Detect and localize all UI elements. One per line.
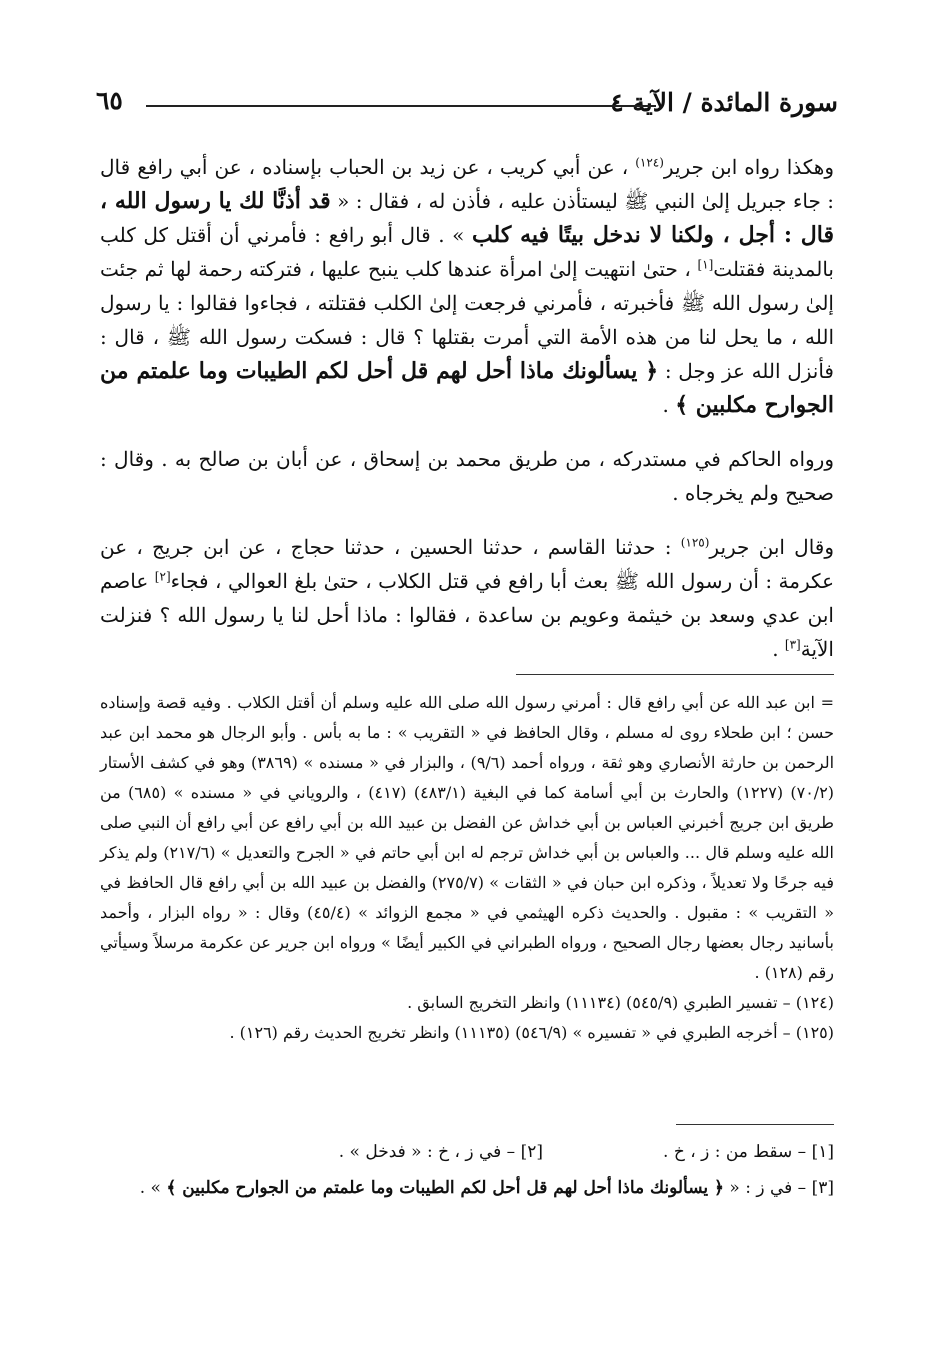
apparatus-ref-2: [٢] — [154, 569, 171, 584]
footnote-divider — [516, 674, 834, 675]
paragraph-2: ورواه الحاكم في مستدركه ، من طريق محمد بن إسحاق ، عن أبان بن صالح به . وقال : صحيح ولم يخرجاه . — [100, 447, 834, 505]
apparatus-row-1 — [100, 1134, 834, 1170]
p1-text-b: ، عن أبي كريب ، عن زيد بن الحباب بإسناده ، عن أبي رافع قال : جاء جبريل إلىٰ النبي ﷺ ليستأذن عليه ، فأذن له ، فقال : « — [100, 155, 834, 213]
footnote-124: (١٢٤) – تفسير الطبري (٥٤٥/٩) (١١١٣٤) وانظر التخريج السابق . — [407, 993, 834, 1012]
apparatus-note-3-verse: ﴿ يسألونك ماذا أحل لهم قل أحل لكم الطيبات وما علمتم من الجوارح مكلبين ﴾ — [166, 1178, 725, 1198]
p3-text-c: عاصم ابن عدي وسعد بن خيثمة وعويم بن ساعدة ، فقالوا : ماذا أحل لنا يا رسول الله ؟ فنزلت الآية — [100, 569, 834, 661]
apparatus-ref-3: [٣] — [784, 637, 801, 652]
header-rule — [146, 105, 656, 107]
quran-verse: ﴿ يسألونك ماذا أحل لهم قل أحل لكم الطيبات وما علمتم من الجوارح مكلبين ﴾ — [100, 358, 834, 418]
page-number: ٦٥ — [96, 86, 123, 115]
apparatus-divider — [676, 1124, 834, 1125]
apparatus-row-2 — [100, 1170, 834, 1206]
footnote-125: (١٢٥) – أخرجه الطبري في « تفسيره » (٥٤٦/٩) (١١١٣٥) وانظر تخريج الحديث رقم (١٢٦) . — [229, 1023, 834, 1042]
page-header — [96, 84, 838, 124]
p1-text-e: . — [662, 393, 676, 417]
apparatus-note-1: [١] – سقط من : ز ، خ . — [663, 1142, 834, 1162]
p1-text-d: ، حتىٰ انتهيت إلىٰ امرأة عندها كلب ينبح عليها ، فتركته رحمة لها ثم جئت إلىٰ رسول الله ﷺ فأخبرته ، فأمرني فرجعت إلىٰ الكلب فقتلته ، فجاءوا فقالوا : يا رسول الله ، ما يحل لنا من هذه الأمة التي أمرت بقتلها ؟ قال : فسكت رسول الله ﷺ ، قال : فأنزل الله عز وجل : — [100, 257, 835, 383]
editor-footnotes — [100, 688, 834, 1048]
p3-text-a: وقال ابن جرير — [709, 535, 835, 559]
apparatus-ref-1: [١] — [697, 257, 714, 272]
paragraph-3 — [100, 530, 834, 666]
p3-text-d: . — [772, 637, 785, 661]
hadith-quote: قد أذنَّا لك يا رسول الله ، قال : أجل ، ولكنا لا ندخل بيتًا فيه كلب — [100, 188, 834, 248]
apparatus-note-3-prefix: [٣] – في ز : « — [724, 1178, 834, 1198]
apparatus-note-2: [٢] – في ز ، خ : « فدخل » . — [338, 1142, 544, 1162]
paragraph-1 — [100, 150, 834, 422]
footnote-ref-125: (١٢٥) — [680, 535, 710, 550]
footnote-continuation: = ابن عبد الله عن أبي رافع قال : أمرني رسول الله صلى الله عليه وسلم أن أقتل الكلاب . وفيه قصة وإسناده حسن ؛ ابن طحلاء روى له مسلم ، وقال الحافظ في « التقريب » : ما به بأس . وأبو الرجال هو محمد ابن عبد الرحمن بن حارثة الأنصاري وهو ثقة ، ورواه أحمد (٩/٦) ، والبزار في « مسنده » (٣٨٦٩) وهو في كشف الأستار (٧٠/٢) (١٢٢٧) والحارث بن أبي أسامة كما في البغية (٤٨٣/١) (٤١٧) ، والروياني في « مسنده » (٦٨٥) من طريق ابن جريج أخبرني العباس بن أبي خداش عن الفضل بن عبيد الله بن أبي رافع عن أبي رافع أن النبي صلى الله عليه وسلم قال ... والعباس بن أبي خداش ترجم له ابن أبي حاتم في « الجرح والتعديل » (٢١٧/٦) ولم يذكر فيه جرحًا ولا تعديلاً ، وذكره ابن حبان في « الثقات » (٢٧٥/٧) والفضل بن عبيد الله بن أبي رافع قال الحافظ في « التقريب » : مقبول . والحديث ذكره الهيثمي في « مجمع الزوائد » (٤٥/٤) وقال : « رواه البزار ، وأحمد بأسانيد رجال بعضها رجال الصحيح ، ورواه الطبراني في الكبير أيضًا » ورواه ابن جرير عن عكرمة مرسلاً وسيأتي رقم (١٢٨) . — [100, 693, 835, 982]
main-text — [100, 150, 834, 686]
apparatus-note-3-suffix: » . — [139, 1178, 167, 1198]
p1-text-a: وهكذا رواه ابن جرير — [663, 155, 834, 179]
p1-text-c: » . قال أبو رافع : فأمرني أن أقتل كل كلب بالمدينة فقتلت — [100, 223, 835, 281]
footnote-ref-124: (١٢٤) — [635, 155, 664, 170]
surah-title: سورة المائدة / الآية ٤ — [610, 88, 838, 117]
manuscript-apparatus — [100, 1134, 834, 1206]
p3-text-b: : حدثنا القاسم ، حدثنا الحسين ، حدثنا حجاج ، عن ابن جريج ، عن عكرمة : أن رسول الله ﷺ بعث أبا رافع في قتل الكلاب ، حتىٰ بلغ العوالي ، فجاء — [100, 535, 835, 593]
